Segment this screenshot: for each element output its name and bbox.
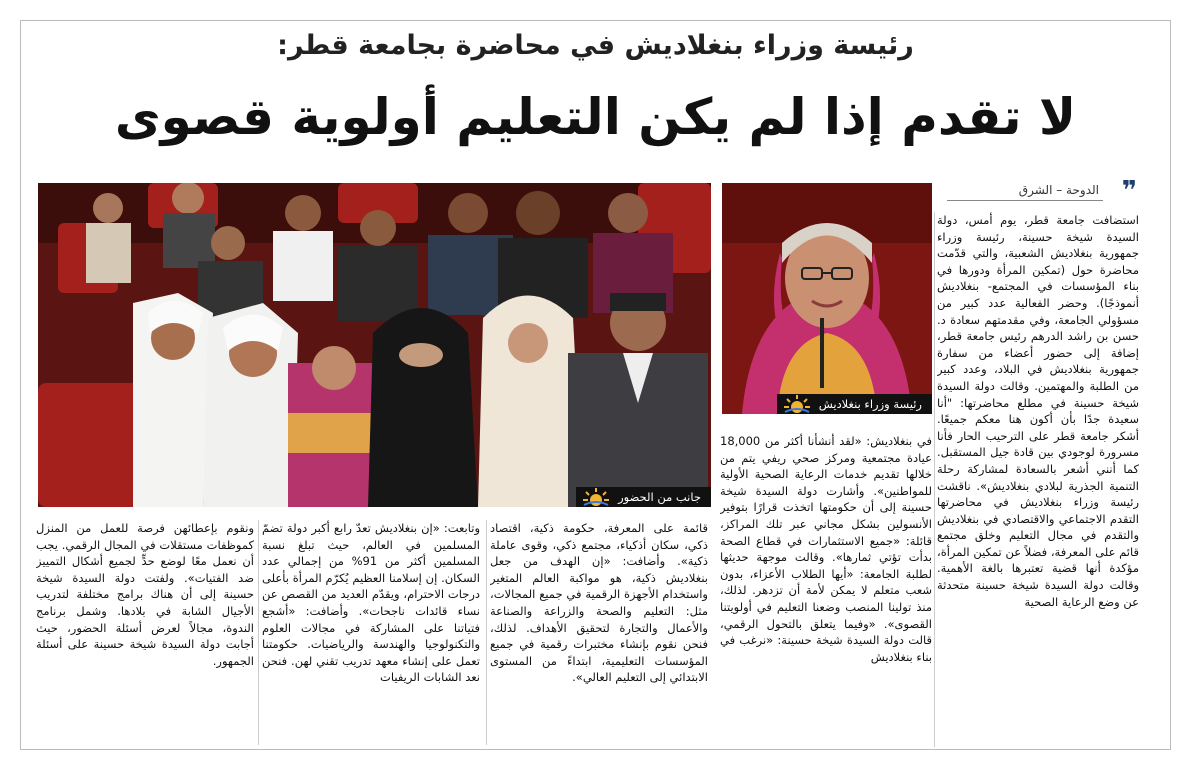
portrait-caption [777, 394, 932, 414]
portrait-illustration [722, 183, 932, 414]
sun-logo-icon [783, 393, 811, 414]
article-column-4 [262, 520, 480, 752]
column-divider [486, 520, 487, 745]
headline: لا تقدم إذا لم يكن التعليم أولوية قصوى [114, 88, 1077, 146]
main-photo-caption [576, 487, 711, 507]
dateline: الدوحة – الشرق [1018, 183, 1099, 197]
column-5-text: ونقوم بإعطائهن فرصة للعمل من المنزل كموظفات مستقلات في المجال الرقمي. يجب أن نعمل معًا لوضع حدٍّ لجميع أشكال التمييز ضد الفتيات». ولفتت دولة السيدة شيخة حسينة إلى أن هناك برامج مختلفة لتدريب الأجيال الشابة في بلادها. وشمل برنامج الندوة، مجالاً لعرض أسئلة الحضور، حيث أجابت دولة السيدة شيخة حسينة على أسئلة الجمهور. [36, 521, 254, 668]
article-column-1 [937, 212, 1139, 752]
audience-photo [38, 183, 711, 507]
column-2-text: في بنغلاديش: «لقد أنشأنا أكثر من 18,000 عيادة مجتمعية ومركز صحي ريفي يتم من خلالها تقديم خدمات الرعاية الصحية الأولية للمواطنين». وأشارت دولة السيدة شيخة حسينة إلى أن حكومتها اتخذت قرارًا بتوفير الأنسولين بشكل مجاني عبر تلك المراكز، قائلة: «جميع الاستثمارات في قطاع الصحة بدأت تؤتي ثمارها». وقالت موجهة حديثها لطلبة الجامعة: «أيها الطلاب الأعزاء، بدون شعب متعلم لا يمكن لأمة أن تزدهر. لذلك، منذ تولينا المنصب وضعنا التعليم في أولويتنا القصوى». «وفيما يتعلق بالتحول الرقمي، قالت دولة السيدة شيخة حسينة: «نرغب في بناء بنغلاديش [720, 434, 932, 664]
column-3-text: قائمة على المعرفة، حكومة ذكية، اقتصاد ذكي، سكان أذكياء، مجتمع ذكي، وقوى عاملة ذكية». وأضافت: «إن الهدف من جعل بنغلاديش ذكية، هو مواكبة العالم المتغير واستخدام الأجهزة الرقمية في جميع المجالات، مثل: التعليم والصحة والزراعة والصناعة والأعمال والتجارة لتحقيق الأهداف. لذلك، فنحن نقوم بإنشاء مختبرات رقمية في جميع المؤسسات التعليمية، ابتداءً من المستوى الابتدائي إلى التعليم العالي». [490, 521, 708, 685]
article-column-5 [36, 520, 254, 752]
byline [947, 176, 1137, 206]
article-column-2 [720, 433, 932, 751]
caption-text: جانب من الحضور [618, 490, 701, 504]
byline-divider [947, 200, 1103, 201]
portrait-caption-text: رئيسة وزراء بنغلاديش [818, 397, 922, 411]
kicker-title: رئيسة وزراء بنغلاديش في محاضرة بجامعة قطر: [277, 30, 914, 61]
column-4-text: وتابعت: «إن بنغلاديش تعدّ رابع أكبر دولة تضمّ المسلمين في العالم، حيث تبلغ نسبة المسلمين أكثر من 91% من إجمالي عدد السكان. إن إسلامنا العظيم يُكرّم المرأة بأعلى درجات الاحترام، ويقدّم العديد من القصص عن نساء قائدات ناجحات». وأضافت: «أشجع فتياتنا على المشاركة في مجالات العلوم والتكنولوجيا والهندسة والرياضيات. حكومتنا تعمل على إنشاء معهد تدريب تقني لهن. فنحن نعد الشابات الريفيات [262, 521, 480, 685]
quote-icon: ❞ [1121, 176, 1137, 206]
sun-logo-icon [582, 486, 610, 507]
audience-illustration [38, 183, 711, 507]
column-1-text: استضافت جامعة قطر، يوم أمس، دولة السيدة شيخة حسينة، رئيسة وزراء جمهورية بنغلاديش الشعبية، والتي قدّمت محاضرة حول (تمكين المرأة ودورها في بناء المؤسسات في المجتمع- بنغلاديش أنموذجًا). وحضر الفعالية عدد كبير من مسؤولي الجامعة، وفي مقدمتهم سعادة د. حسن بن راشد الدرهم رئيس جامعة قطر، إضافة إلى حضور أعضاء من سفارة جمهورية بنغلاديش في البلاد، وعدد كبير من الطلبة والمهتمين. وقالت دولة السيدة شيخة حسينة في مطلع محاضرتها: "أنا سعيدة جدًا بأن أكون هنا معكم جميعًا. أشكر جامعة قطر على الترحيب الحار فأنا مسرورة لوجودي بين قادة جيل المستقبل. كما أنني أشعر بالسعادة لمشاركة رحلة التنمية الجذرية لبلادي بنغلاديش». ناقشت رئيسة وزراء بنغلاديش في محاضرتها التقدم الاجتماعي والاقتصادي في بنغلاديش والتقدم في مجال التعليم وخلق مجتمع قائم على المعرفة، فضلاً عن تمكين المرأة، مؤكدة أنها قضية تعتبرها بالغة الأهمية. وقالت دولة السيدة شيخة حسينة متحدثة عن وضع الرعاية الصحية [937, 213, 1139, 609]
column-divider [934, 212, 935, 747]
portrait-photo [722, 183, 932, 414]
article-column-3 [490, 520, 708, 752]
column-divider [258, 520, 259, 745]
